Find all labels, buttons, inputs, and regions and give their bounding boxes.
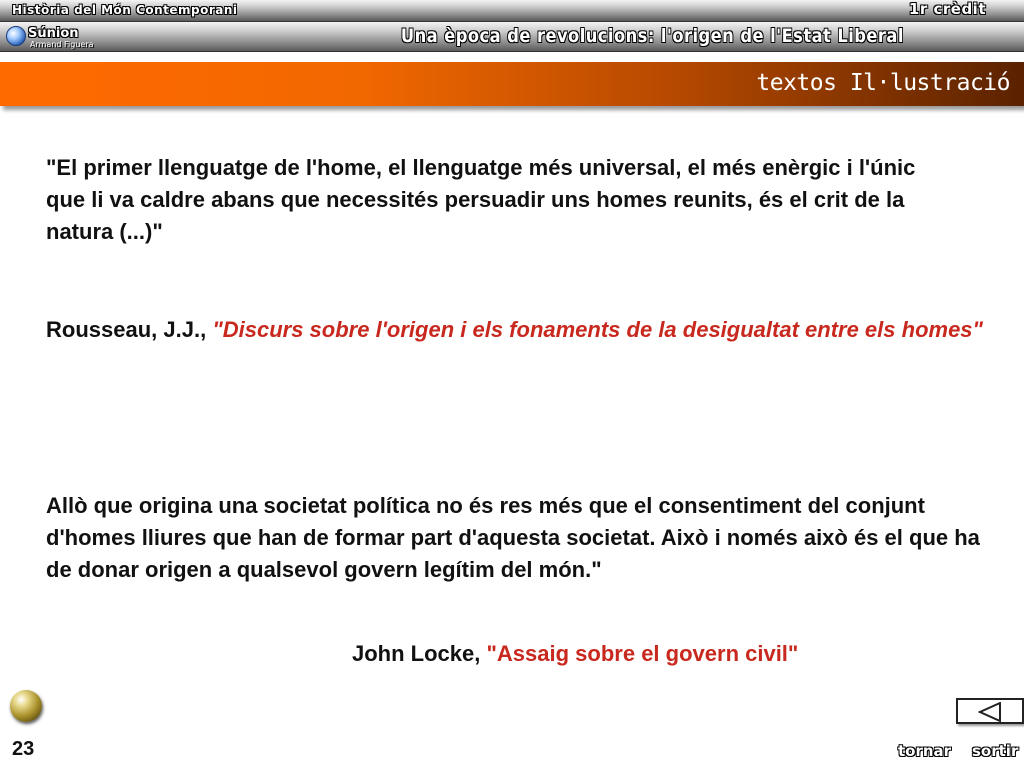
header-unit-bar [0, 22, 1024, 52]
tornar-link[interactable]: tornar [898, 742, 952, 760]
back-button[interactable] [956, 698, 1024, 724]
citation-work-title: "Discurs sobre l'origen i els fonaments de la desigualtat entre els homes" [212, 317, 983, 342]
credit-label: 1r crèdit [908, 0, 986, 18]
sunion-logo [6, 24, 116, 50]
globe-icon [6, 26, 26, 46]
logo-author: Armand Figuera [30, 40, 94, 49]
unit-title: Una època de revolucions: l'origen de l'Estat Liberal [401, 25, 904, 47]
header-top-bar [0, 0, 1024, 22]
section-title: textos Il·lustració [756, 70, 1010, 96]
citation-author: Rousseau, J.J., [46, 317, 207, 342]
citation-work-title: "Assaig sobre el govern civil" [486, 641, 799, 666]
home-orb-icon[interactable] [10, 690, 42, 722]
citation-author: John Locke, [352, 641, 481, 666]
left-triangle-icon [978, 702, 1002, 722]
section-bar [0, 62, 1024, 106]
quote-locke: Allò que origina una societat política no és res més que el consentiment del conjunt d'homes lliures que han de formar part d'aquesta societat. Això i només això és el que ha de donar origen a qualsevol govern legítim del món." [46, 493, 980, 582]
page-number: 23 [12, 738, 35, 760]
citation-locke [352, 638, 798, 670]
quote-rousseau: "El primer llenguatge de l'home, el llenguatge més universal, el més enèrgic i l'únic que li va caldre abans que necessités persuadir uns homes reunits, és el crit de la natura (...)" [46, 155, 916, 244]
course-title: Història del Món Contemporani [12, 3, 238, 17]
sortir-link[interactable]: sortir [972, 742, 1019, 760]
logo-name: Súnion [28, 26, 79, 41]
citation-rousseau [46, 314, 986, 346]
